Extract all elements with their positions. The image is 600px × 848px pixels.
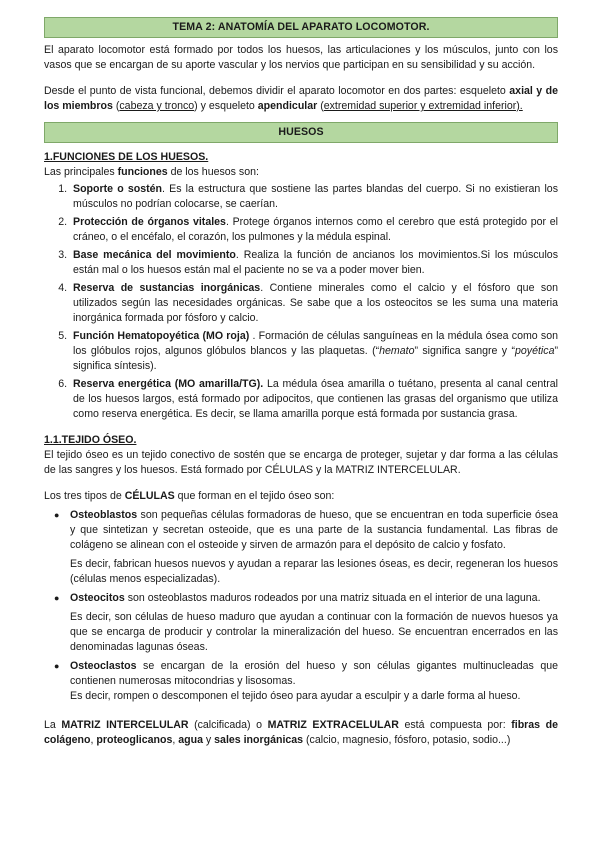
functions-intro: Las principales funciones de los huesos son: bbox=[44, 166, 259, 178]
intro-paragraph: El aparato locomotor está formado por todos los huesos, las articulaciones y los músculos, junto con los vasos que se encargan de su aporte vascular y los nervios que participan en su sensibilidad y su acción. bbox=[44, 44, 558, 71]
cells-intro: Los tres tipos de CÉLULAS que forman en el tejido óseo son: bbox=[44, 490, 335, 502]
list-item: ● Osteoclastos se encargan de la erosión del hueso y son células gigantes multinucleadas que contienen numerosas mitocondrias y lisosomas. Es decir, rompen o descomponen el tejido óseo para ayudar a esculpir y a darle forma al hueso. bbox=[54, 660, 558, 702]
chapter-title-banner: TEMA 2: ANATOMÍA DEL APARATO LOCOMOTOR. bbox=[44, 17, 558, 38]
matrix-paragraph: La MATRIZ INTERCELULAR (calcificada) o MATRIZ EXTRACELULAR está compuesta por: fibras de colágeno, proteoglicanos, agua y sales inorgánicas (calcio, magnesio, fósforo, potasio, sodio...) bbox=[44, 719, 558, 746]
functions-list bbox=[44, 182, 558, 422]
functional-paragraph: Desde el punto de vista funcional, debemos dividir el aparato locomotor en dos partes: esqueleto axial y de los miembros (cabeza y tronco) y esqueleto apendicular (extremidad superior y extremidad inferior). bbox=[44, 85, 559, 112]
tissue-heading: 1.1.TEJIDO ÓSEO. bbox=[44, 434, 137, 446]
section-banner-huesos: HUESOS bbox=[44, 122, 558, 143]
list-item: 5. Función Hematopoyética (MO roja) . Formación de células sanguíneas en la médula ósea como son los glóbulos rojos, algunos glóbulos blancos y las plaquetas. (“hemato” significa sangre y “poyética” significa síntesis). bbox=[70, 329, 558, 374]
cells-list bbox=[44, 508, 558, 704]
list-item: 1. Soporte o sostén. Es la estructura que sostiene las partes blandas del cuerpo. Si no existieran los músculos no podrían colocarse, se caerían. bbox=[70, 182, 558, 212]
list-item: 4. Reserva de sustancias inorgánicas. Contiene minerales como el calcio y el fósforo que son utilizados según las necesidades orgánicas. Se sabe que a los osteocitos se les suma una materia inorgánica formada por fósforo y calcio. bbox=[70, 281, 558, 326]
list-item: ● Osteoblastos son pequeñas células formadoras de hueso, que se encuentran en toda superficie ósea y que sintetizan y secretan osteoide, que es una parte de la sustancia fundamental. Las fibras de colágeno se alinean con el osteoide y sirven de armazón para el depósito de calcio y fosfato. Es decir, fabrican huesos nuevos y ayudan a reparar las lesiones óseas, es decir, regeneran los huesos (células menos especializadas). bbox=[54, 509, 558, 585]
bullet-icon: ● bbox=[54, 510, 60, 520]
list-item: 6. Reserva energética (MO amarilla/TG). La médula ósea amarilla o tuétano, presenta al canal central de los huesos largos, está formado por adipocitos, que contienen las grasas del organismo que utiliza como reserva energética. Es decir, se llama amarilla porque está formada por sustancia grasa. bbox=[70, 377, 558, 422]
list-item: 2. Protección de órganos vitales. Protege órganos internos como el cerebro que está protegido por el cráneo, o el encéfalo, el corazón, los pulmones y la médula espinal. bbox=[70, 215, 558, 245]
tissue-intro: El tejido óseo es un tejido conectivo de sostén que se encarga de proteger, sujetar y dar forma a las células de las sangres y los huesos. Está formado por CÉLULAS y la MATRIZ INTERCELULAR. bbox=[44, 449, 558, 476]
list-item: 3. Base mecánica del movimiento. Realiza la función de ancianos los movimientos.Si los músculos están mal o los huesos están mal el paciente no se va a poder mover bien. bbox=[70, 248, 558, 278]
bullet-icon: ● bbox=[54, 661, 60, 671]
bullet-icon: ● bbox=[54, 593, 60, 603]
list-item: ● Osteocitos son osteoblastos maduros rodeados por una matriz situada en el interior de una laguna. Es decir, son células de hueso maduro que ayudan a continuar con la formación de nuevos huesos ya que se encarga de producir y controlar la mineralización del hueso. Se encuentran encerrados en las denominadas lagunas óseas. bbox=[54, 592, 558, 653]
functions-heading: 1.FUNCIONES DE LOS HUESOS. bbox=[44, 151, 209, 163]
